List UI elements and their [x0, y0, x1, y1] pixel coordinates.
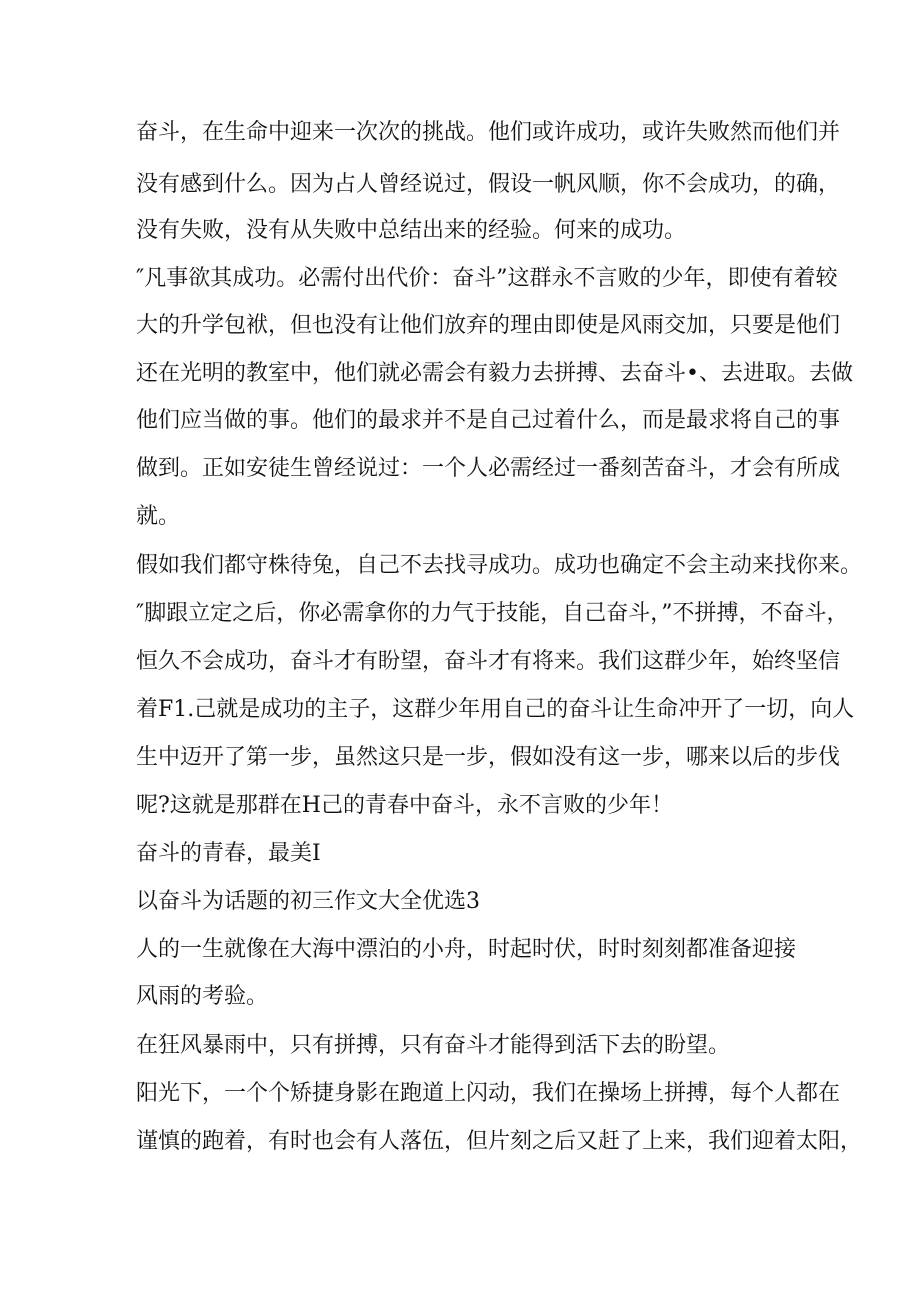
text-line: 谨慎的跑着，有时也会有人落伍，但片刻之后又赶了上来，我们迎着太阳， — [136, 1129, 863, 1154]
text-line: 还在光明的教室中，他们就必需会有毅力去拼搏、去奋斗•、去进取。去做 — [136, 361, 853, 386]
text-line: 着F1.己就是成功的主子，这群少年用自己的奋斗让生命冲开了一切，向人 — [136, 697, 855, 722]
text-line: 在狂风暴雨中，只有拼搏，只有奋斗才能得到活下去的盼望。 — [136, 1033, 731, 1058]
text-line: 奋斗的青春，最美I — [136, 841, 321, 866]
text-line: 阳光下，一个个矫捷身影在跑道上闪动，我们在操场上拼搏，每个人都在 — [136, 1081, 841, 1106]
text-line: 奋斗，在生命中迎来一次次的挑战。他们或许成功，或许失败然而他们并 — [136, 120, 841, 145]
text-line: 大的升学包袱，但也没有让他们放弃的理由即使是风雨交加，只要是他们 — [136, 313, 841, 338]
text-line: 恒久不会成功，奋斗才有盼望，奋斗才有将来。我们这群少年，始终坚信 — [136, 649, 841, 674]
text-line: ″脚跟立定之后，你必需拿你的力气于技能，自己奋斗，”不拼搏，不奋斗， — [136, 601, 849, 626]
section-heading: 以奋斗为话题的初三作文大全优选3 — [136, 889, 480, 914]
text-line: ″凡事欲其成功。必需付出代价：奋斗”这群永不言败的少年，即使有着较 — [136, 266, 838, 291]
text-line: 假如我们都守株待兔，自己不去找寻成功。成功也确定不会主动来找你来。 — [136, 553, 863, 578]
text-line: 人的一生就像在大海中漂泊的小舟，时起时伏，时时刻刻都准备迎接 — [136, 937, 797, 962]
text-line: 呢?这就是那群在H己的青春中奋斗，永不言败的少年！ — [136, 793, 673, 818]
text-line: 他们应当做的事。他们的最求并不是自己过着什么，而是最求将自己的事 — [136, 408, 841, 433]
text-line: 没有感到什么。因为占人曾经说过，假设一帆风顺，你不会成功，的确， — [136, 172, 841, 197]
text-line: 风雨的考验。 — [136, 984, 269, 1009]
text-line: 没有失败，没有从失败中总结出来的经验。何来的成功。 — [136, 218, 687, 243]
text-line: 生中迈开了第一步，虽然这只是一步，假如没有这一步，哪来以后的步伐 — [136, 745, 841, 770]
text-line: 就。 — [136, 504, 181, 529]
text-line: 做到。正如安徒生曾经说过：一个人必需经过一番刻苦奋斗，才会有所成 — [136, 456, 841, 481]
